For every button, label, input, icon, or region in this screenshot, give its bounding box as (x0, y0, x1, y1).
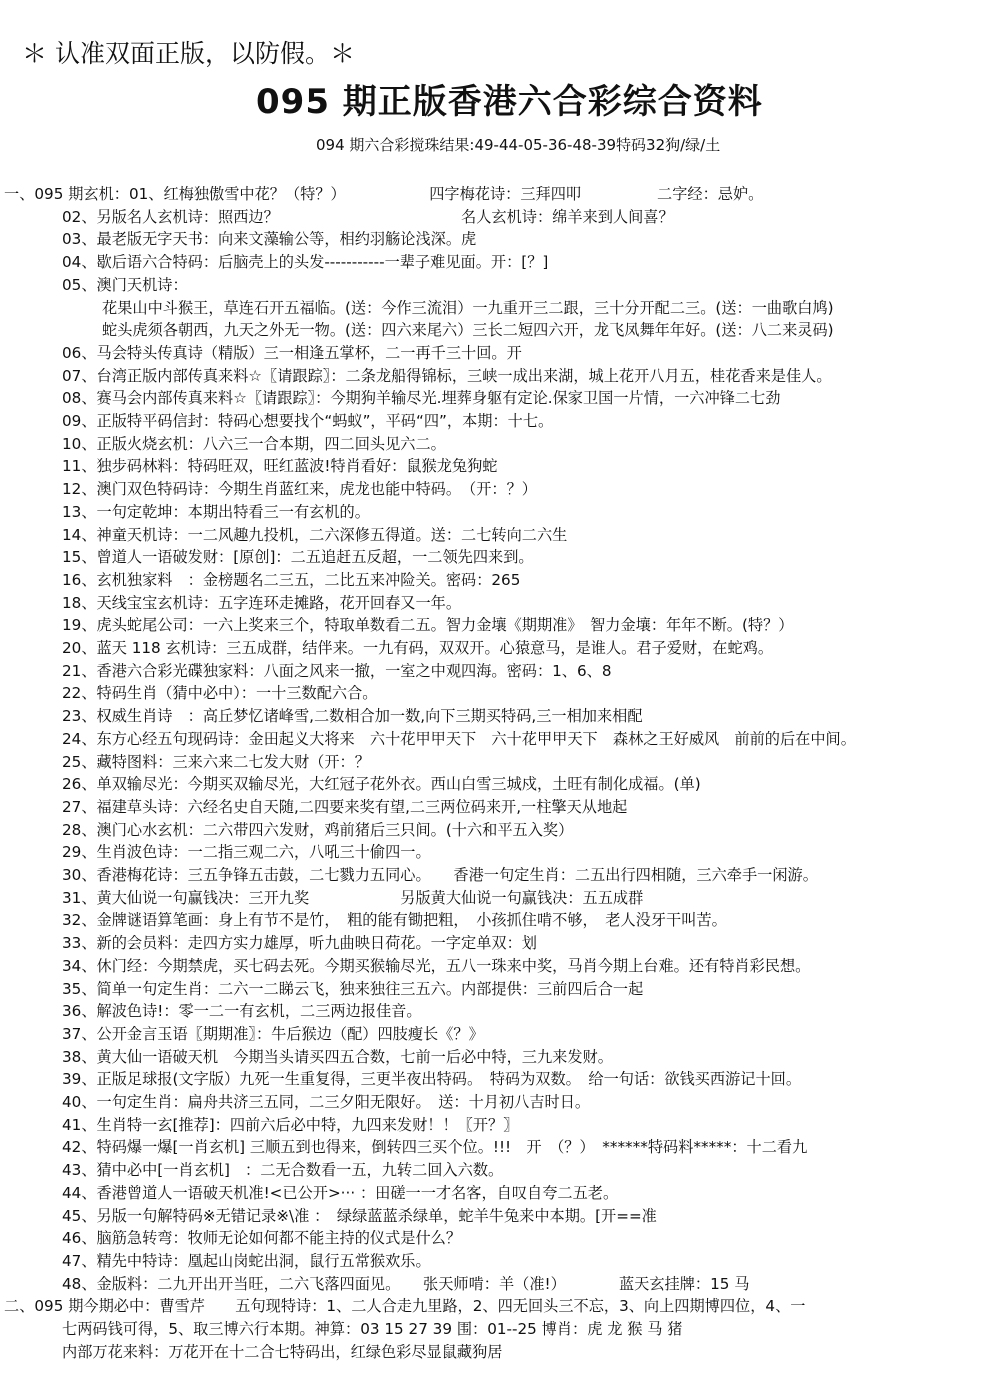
content-line: 10、正版火烧玄机：八六三一合本期，四二回头见六二。 (62, 434, 446, 453)
content-line: 07、台湾正版内部传真来料☆〖请跟踪〗：二条龙船得锦标，三峡一成出来湖，城上花开八月五，桂花香来是佳人。 (62, 366, 832, 385)
content-line: 37、公开金言玉语〖期期准〗：牛后猴边（配）四肢瘦长《？》 (62, 1024, 484, 1043)
content-line: 28、澳门心水玄机：二六带四六发财，鸡前猪后三只间。(十六和平五入奖） (62, 820, 574, 839)
content-line: 29、生肖波色诗：一二指三观二六，八吼三十偷四一。 (62, 843, 431, 862)
content-line: 26、单双输尽光：今期买双输尽光，大红冠子花外衣。西山白雪三城戍，土旺有制化成福。(单) (62, 775, 701, 794)
content-line: 15、曾道人一语破发财：[原创]：二五追赶五反超，一二领先四来到。 (62, 548, 534, 567)
content-line: 二、095 期今期必中：曹雪芹 五句现特诗：1、二人合走九里路，2、四无回头三不忘，3、向上四期博四位，4、一 (4, 1297, 806, 1316)
content-line: 04、歇后语六合特码：后脑壳上的头发-----------一辈子难见面。开：[？] (62, 253, 549, 272)
content-line: 41、生肖特一玄[推荐]：四前六后必中特，九四来发财！！〖开？〗 (62, 1115, 519, 1134)
content-line: 02、另版名人玄机诗：照西边？ 名人玄机诗：绵羊来到人间喜？ (62, 207, 674, 226)
content-line: 45、另版一句解特码※无错记录※\准 ： 绿绿蓝蓝杀绿单，蛇羊牛兔来中本期。[开==准 (62, 1206, 657, 1225)
content-line: 23、权威生肖诗 ：高丘梦忆诸峰雪,二数相合加一数,向下三期买特码,三一相加来相配 (62, 707, 643, 726)
content-line: 16、玄机独家料 ：金榜题名二三五，二比五来冲险关。密码：265 (62, 570, 521, 589)
content-line: 36、解波色诗!：零一二一有玄机，二三两边报佳音。 (62, 1002, 422, 1021)
content-line: 24、东方心经五句现码诗：金田起义大将来 六十花甲甲天下 六十花甲甲天下 森林之王好威风 前前的后在中间。 (62, 729, 856, 748)
content-line: 蛇头虎须各朝西，九天之外无一物。(送：四六来尾六）三长二短四六开，龙飞凤舞年年好。(送：八二来灵码) (102, 321, 834, 340)
content-line: 44、香港曾道人一语破天机准!<已公开>··· ：田磋一一才名客，自叹自夸二五老。 (62, 1183, 619, 1202)
content-line: 内部万花来料：万花开在十二合七特码出，红绿色彩尽显鼠藏狗居 (62, 1342, 503, 1361)
content-line: 35、简单一句定生肖：二六一二睇云飞，独来独往三五六。内部提供：三前四后合一起 (62, 979, 644, 998)
content-line: 一、095 期玄机：01、红梅独傲雪中花？（特？） 四字梅花诗：三拜四叩 二字经：忌妒。 (4, 185, 764, 203)
content-line: 31、黄大仙说一句赢钱决：三开九奖 另版黄大仙说一句赢钱决：五五成群 (62, 888, 644, 907)
content-line: 20、蓝天 118 玄机诗：三五成群，结伴来。一九有码，双双开。心猿意马，是谁人。君子爱财，在蛇鸡。 (62, 639, 774, 657)
content-line: 13、一句定乾坤：本期出特看三一有玄机的。 (62, 502, 370, 521)
content-line: 08、赛马会内部传真来料☆〖请跟踪〗：今期狗羊输尽光.埋葬身躯有定论.保家卫国一片情，一六冲锋二七劲 (62, 389, 781, 408)
content-line: 七两码钱可得，5、取三博六行本期。神算：03 15 27 39 围：01--25 博肖：虎 龙 猴 马 猪 (62, 1320, 683, 1338)
content-line: 47、精先中特诗：凰起山岗蛇出洞，鼠行五常猴欢乐。 (62, 1251, 431, 1270)
content-line: 34、休门经：今期禁虎，买七码去死。今期买猴输尽光，五八一珠来中奖，马肖今期上台难。还有特肖彩民想。 (62, 956, 811, 975)
content-line: 46、脑筋急转弯：牧师无论如何都不能主持的仪式是什么？ (62, 1229, 462, 1248)
content-line: 27、福建草头诗：六经名史自天随,二四要来奖有望,二三两位码来开,一柱擎天从地起 (62, 797, 628, 816)
content-line: 33、新的会员料：走四方实力雄厚，听九曲映日荷花。一字定单双：划 (62, 934, 537, 953)
content-line: 48、金版料：二九开出开当旺，二六飞落四面见。 张天师啃：羊（准!） 蓝天玄挂牌：15 马 (62, 1274, 750, 1293)
content-line: 花果山中斗猴王，草连石开五福临。(送：今作三流泪）一九重开三二跟，三十分开配二三。(送：一曲歌白鸠) (102, 298, 834, 317)
content-line: 09、正版特平码信封：特码心想要找个“蚂蚁”，平码“四”，本期：十七。 (62, 412, 554, 430)
content-line: 03、最老版无字天书：向来文藻输公等，相约羽觞论浅深。虎 (62, 230, 477, 249)
content-line: 25、藏特图料：三来六来二七发大财（开：？ (62, 752, 370, 771)
page-title: 095 期正版香港六合彩综合资料 (256, 82, 763, 122)
content-line: 19、虎头蛇尾公司：一六上奖来三个，特取单数看二五。智力金壤《期期准》 智力金壤：年年不断。(特？） (62, 616, 794, 635)
content-line: 18、天线宝宝玄机诗：五字连环走摊路，花开回春又一年。 (62, 593, 462, 612)
content-line: 32、金牌谜语算笔画：身上有节不是竹， 粗的能有锄把粗， 小孩抓住啃不够， 老人没牙干叫苦。 (62, 911, 727, 930)
content-line: 21、香港六合彩光碟独家料：八面之风来一撤，一室之中观四海。密码：1、6、8 (62, 661, 612, 680)
notice-text: ＊ 认准双面正版，以防假。＊ (22, 39, 355, 68)
content-line: 12、澳门双色特码诗：今期生肖蓝红来，虎龙也能中特码。 （开：？） (62, 480, 537, 499)
content-line: 05、澳门天机诗： (62, 275, 188, 294)
content-line: 30、香港梅花诗：三五争锋五击鼓，二七戮力五同心。 香港一句定生肖：二五出行四相随，三六牵手一闲游。 (62, 866, 818, 884)
content-line: 11、独步码林料：特码旺双，旺红蓝波!特肖看好：鼠猴龙兔狗蛇 (62, 457, 498, 476)
content-line: 39、正版足球报(文字版）九死一生重复得，三更半夜出特码。 特码为双数。 给一句话：欲钱买西游记十回。 (62, 1070, 802, 1089)
content-line: 43、猜中必中[一肖玄机] ：二无合数看一五，九转二回入六数。 (62, 1161, 504, 1180)
content-line: 14、神童天机诗：一二风趣九投机，二六深修五得道。送：二七转向二六生 (62, 525, 568, 544)
content-line: 06、马会特头传真诗（精版）三一相逢五掌杯，二一再千三十回。开 (62, 343, 522, 362)
content-line: 38、黄大仙一语破天机 今期当头请买四五合数，七前一后必中特，三九来发财。 (62, 1047, 613, 1066)
content-line: 42、特码爆一爆[一肖玄机] 三顺五到也得来，倒转四三买个位。!!! 开 （？） ******特码料*****：十二看九 (62, 1138, 808, 1157)
previous-result: 094 期六合彩搅珠结果:49-44-05-36-48-39特码32狗/绿/土 (316, 136, 721, 154)
content-line: 22、特码生肖（猜中必中）：一十三数配六合。 (62, 684, 378, 703)
content-line: 40、一句定生肖：扁舟共济三五同，二三夕阳无限好。 送：十月初八吉时日。 (62, 1093, 591, 1111)
